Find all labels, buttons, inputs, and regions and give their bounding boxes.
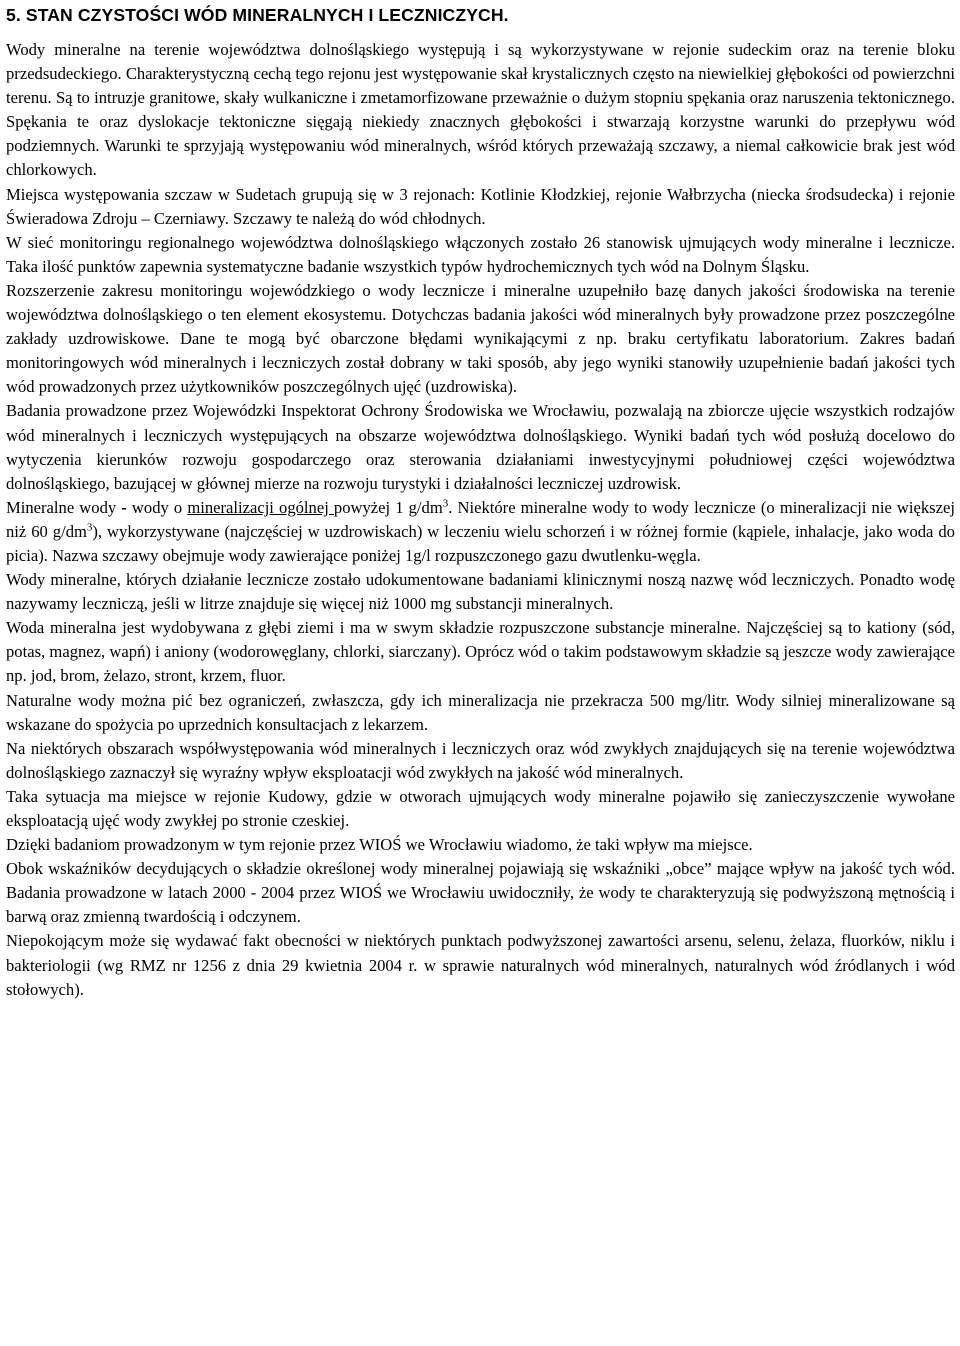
definition-term: Mineralne wody <box>6 497 122 517</box>
paragraph-medicinal-waters: Wody mineralne, których działanie lecznicze zostało udokumentowane badaniami klinicznymi noszą nazwę wód leczniczych. Ponadto wodę nazywamy leczniczą, jeśli w litrze znajduje się więcej niż 1000 mg substancji mineralnych. <box>6 570 955 614</box>
definition-text: . Niektóre mineralne wody to wody lecznicze (o mineralizacji nie większej niż 60 g/dm <box>6 497 955 541</box>
paragraph-exploitation-impact: Na niektórych obszarach współwystępowania wód mineralnych i leczniczych oraz wód zwykłych znajdujących się na terenie województwa dolnośląskiego zaznaczył się wyraźny wpływ eksploatacji wód zwykłych na jakość wód mineralnych. <box>6 738 955 782</box>
section-heading: 5. STAN CZYSTOŚCI WÓD MINERALNYCH I LECZNICZYCH. <box>6 5 509 25</box>
definition-dash: - <box>121 497 132 517</box>
paragraph-foreign-indicators: Obok wskaźników decydujących o składzie określonej wody mineralnej pojawiają się wskaźniki „obce” mające wpływ na jakość tych wód. Badania prowadzone w latach 2000 - 2004 przez WIOŚ we Wrocławiu uwidoczniły, że wody te charakteryzują się podwyższoną mętnością i barwą oraz zmienną twardością i odczynem. <box>6 859 955 927</box>
paragraph-contaminants: Niepokojącym może się wydawać fakt obecności w niektórych punktach podwyższonej zawartości arsenu, selenu, żelaza, fluorków, niklu i bakteriologii (wg RMZ nr 1256 z dnia 29 kwietnia 2004 r. w sprawie naturalnych wód mineralnych, naturalnych wód źródlanych i wód stołowych). <box>6 931 955 999</box>
superscript: 3 <box>86 521 93 534</box>
paragraph-geology: Wody mineralne na terenie województwa dolnośląskiego występują i są wykorzystywane w rejonie sudeckim oraz na terenie bloku przedsudeckiego. Charakterystyczną cechą tego rejonu jest występowanie skał krystalicznych często na niewielkiej głębokości od powierzchni terenu. Są to intruzje granitowe, skały wulkaniczne i zmetamorfizowane przeważnie o dużym stopniu spękania oraz naruszenia tektonicznego. Spękania te oraz dyslokacje tektoniczne sięgają niekiedy znacznych głębokości i stwarzają korzystne warunki do przepływu wód podziemnych. Warunki te sprzyjają występowaniu wód mineralnych, wśród których przeważają szczawy, a niemal całkowicie brak jest wód chlorkowych. <box>6 40 955 180</box>
paragraph-monitoring-network: W sieć monitoringu regionalnego województwa dolnośląskiego włączonych zostało 26 stanowisk ujmujących wody mineralne i lecznicze. Taka ilość punktów zapewnia systematyczne badanie wszystkich typów hydrochemicznych tych wód na Dolnym Śląsku. <box>6 232 955 276</box>
paragraph-wios-findings: Dzięki badaniom prowadzonym w tym rejonie przez WIOŚ we Wrocławiu wiadomo, że taki wpływ ma miejsce. <box>6 835 753 855</box>
paragraph-wios-research: Badania prowadzone przez Wojewódzki Inspektorat Ochrony Środowiska we Wrocławiu, pozwalają na zbiorcze ujęcie wszystkich rodzajów wód mineralnych i leczniczych występujących na obszarze województwa dolnośląskiego. Wyniki badań tych wód posłużą docelowo do wytyczenia kierunków rozwoju gospodarczego oraz sterowania działaniami inwestycyjnymi południowej części województwa dolnośląskiego, bazującej w głównej mierze na rozwoju turystyki i działalności leczniczej uzdrowisk. <box>6 401 955 493</box>
superscript: 3 <box>442 497 449 510</box>
underlined-term: mineralizacji ogólnej <box>187 497 334 517</box>
definition-text: wody o <box>131 497 188 517</box>
paragraph-composition: Woda mineralna jest wydobywana z głębi ziemi i ma w swym składzie rozpuszczone substancje mineralne. Najczęściej są to kationy (sód, potas, magnez, wapń) i aniony (wodorowęglany, chlorki, siarczany). Oprócz wód o takim podstawowym składzie są jeszcze wody zawierające np. jod, brom, żelazo, stront, krzem, fluor. <box>6 618 955 686</box>
paragraph-kudowa: Taka sytuacja ma miejsce w rejonie Kudowy, gdzie w otworach ujmujących wody mineralne pojawiło się zanieczyszczenie wywołane eksploatacją ujęć wody zwykłej po stronie czeskiej. <box>6 786 955 830</box>
paragraph-mineral-definition <box>6 496 955 568</box>
paragraph-szczawy-regions: Miejsca występowania szczaw w Sudetach grupują się w 3 rejonach: Kotlinie Kłodzkiej, rejonie Wałbrzycha (niecka środsudecka) i rejonie Świeradowa Zdroju – Czerniawy. Szczawy te należą do wód chłodnych. <box>6 184 955 228</box>
paragraph-drinking: Naturalne wody można pić bez ograniczeń, zwłaszcza, gdy ich mineralizacja nie przekracza 500 mg/litr. Wody silniej mineralizowane są wskazane do spożycia po uprzednich konsultacjach z lekarzem. <box>6 690 955 734</box>
definition-text: powyżej 1 g/dm <box>333 497 443 517</box>
definition-text: ), wykorzystywane (najczęściej w uzdrowiskach) w leczeniu wielu schorzeń i w różnej formie (kąpiele, inhalacje, jako woda do picia). Nazwa szczawy obejmuje wody zawierające poniżej 1g/l rozpuszczonego gazu dwutlenku-węgla. <box>6 521 955 565</box>
paragraph-monitoring-scope: Rozszerzenie zakresu monitoringu wojewódzkiego o wody lecznicze i mineralne uzupełniło bazę danych jakości środowiska na terenie województwa dolnośląskiego o ten element ekosystemu. Dotychczas badania jakości wód mineralnych były prowadzone przez poszczególne zakłady uzdrowiskowe. Dane te mogą być obarczone błędami wynikającymi z np. braku certyfikatu laboratorium. Zakres badań monitoringowych wód mineralnych i leczniczych został dobrany w taki sposób, aby jego wyniki stanowiły uzupełnienie badań jakości tych wód prowadzonych przez użytkowników poszczególnych ujęć (uzdrowiska). <box>6 280 955 397</box>
